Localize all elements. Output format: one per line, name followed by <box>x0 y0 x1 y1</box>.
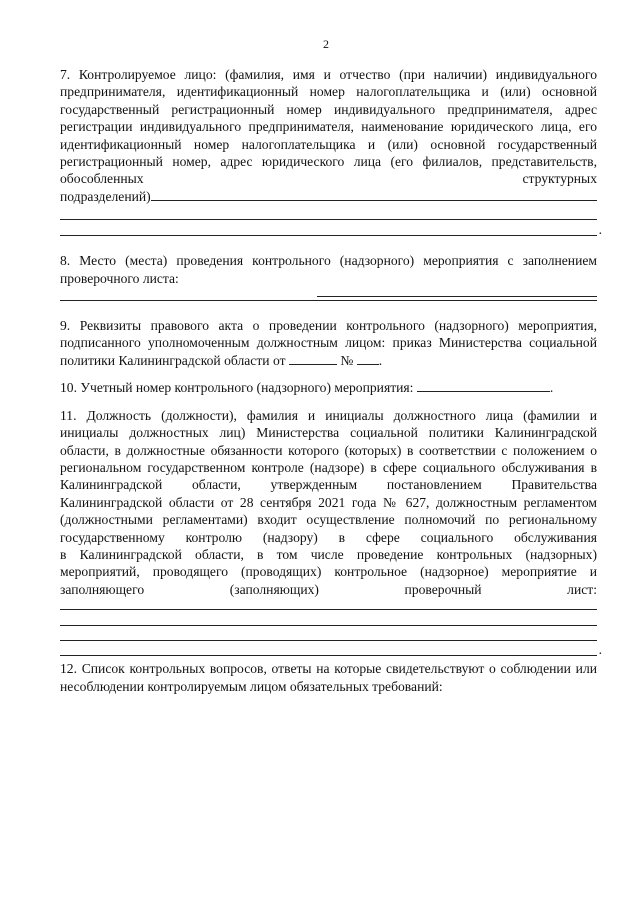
item-11-blank-line-4[interactable] <box>60 655 597 656</box>
item-11-blank-line-1[interactable] <box>60 609 597 610</box>
item-11-text: 11. Должность (должности), фамилия и инициалы должностного лица (фамилии и инициалы должностных лиц) Министерства социальной политики Калининградской области, в должностные обязанности которого (которых) в соответствии с положением о региональном государственном контроле (надзоре) в сфере социального обслуживания в Калининградской области, утвержденным постановлением Правительства Калининградской области от 28 сентября 2021 года № 627, должностным регламентом (должностными регламентами) входит осуществление полномочий по региональному государственному контролю (надзору) в сфере социального обслуживания <box>60 407 597 545</box>
item-8-text: 8. Место (места) проведения контрольного (надзорного) мероприятия с заполнением проверочного листа: <box>60 253 597 286</box>
item-7-blank-line-1[interactable] <box>60 219 597 220</box>
item-10-text: 10. Учетный номер контрольного (надзорного) мероприятия: <box>60 380 414 396</box>
item-12 <box>60 660 597 695</box>
item-9-end: . <box>378 352 383 368</box>
item-7 <box>60 66 597 236</box>
item-11 <box>60 407 597 656</box>
item-7-text: 7. Контролируемое лицо: (фамилия, имя и отчество (при наличии) индивидуального предпринимателя, идентификационный номер налогоплательщика и (или) основной государственный регистрационный номер индивидуального предпринимателя, адрес регистрации индивидуального предпринимателя, наименование юридического лица, его идентификационный номер налогоплательщика и (или) основной государственный регистрационный номер, адрес юридического лица (его филиалов, представительств, обособленных структурных <box>60 67 597 187</box>
item-9-text <box>60 317 597 369</box>
item-12-text: 12. Список контрольных вопросов, ответы на которые свидетельствуют о соблюдении или несоблюдении контролируемым лицом обязательных требований: <box>60 661 597 694</box>
item-10-end: . <box>549 380 554 396</box>
item-10-fill-line[interactable] <box>417 380 550 392</box>
item-11-blank-line-3[interactable] <box>60 640 597 641</box>
item-9-number-sign: № <box>340 352 354 368</box>
page-number: 2 <box>323 37 329 51</box>
item-7-tail-row <box>60 188 597 205</box>
item-9-date-field[interactable] <box>289 353 337 365</box>
item-11-text-2: в Калининградской области, в том числе проведение контрольных (надзорных) мероприятий, проводящего (проводящих) контрольное (надзорное) мероприятие и заполняющего (заполняющих) проверочный лист: <box>60 546 597 597</box>
item-9-body: 9. Реквизиты правового акта о проведении контрольного (надзорного) мероприятия, подписанного уполномоченным должностным лицом: приказ Министерства социальной политики Калининградской области от <box>60 318 597 368</box>
item-10 <box>60 379 597 396</box>
item-7-blank-line-2[interactable] <box>60 235 597 236</box>
item-7-tail: подразделений) <box>60 188 151 204</box>
item-8 <box>60 252 597 301</box>
item-9 <box>60 317 597 369</box>
item-9-number-field[interactable] <box>357 353 379 365</box>
item-7-fill-line[interactable] <box>151 189 597 201</box>
document-body <box>60 66 597 695</box>
item-11-blank-line-2[interactable] <box>60 625 597 626</box>
item-8-fill-line[interactable] <box>317 285 597 297</box>
item-8-blank-line[interactable] <box>60 300 597 301</box>
